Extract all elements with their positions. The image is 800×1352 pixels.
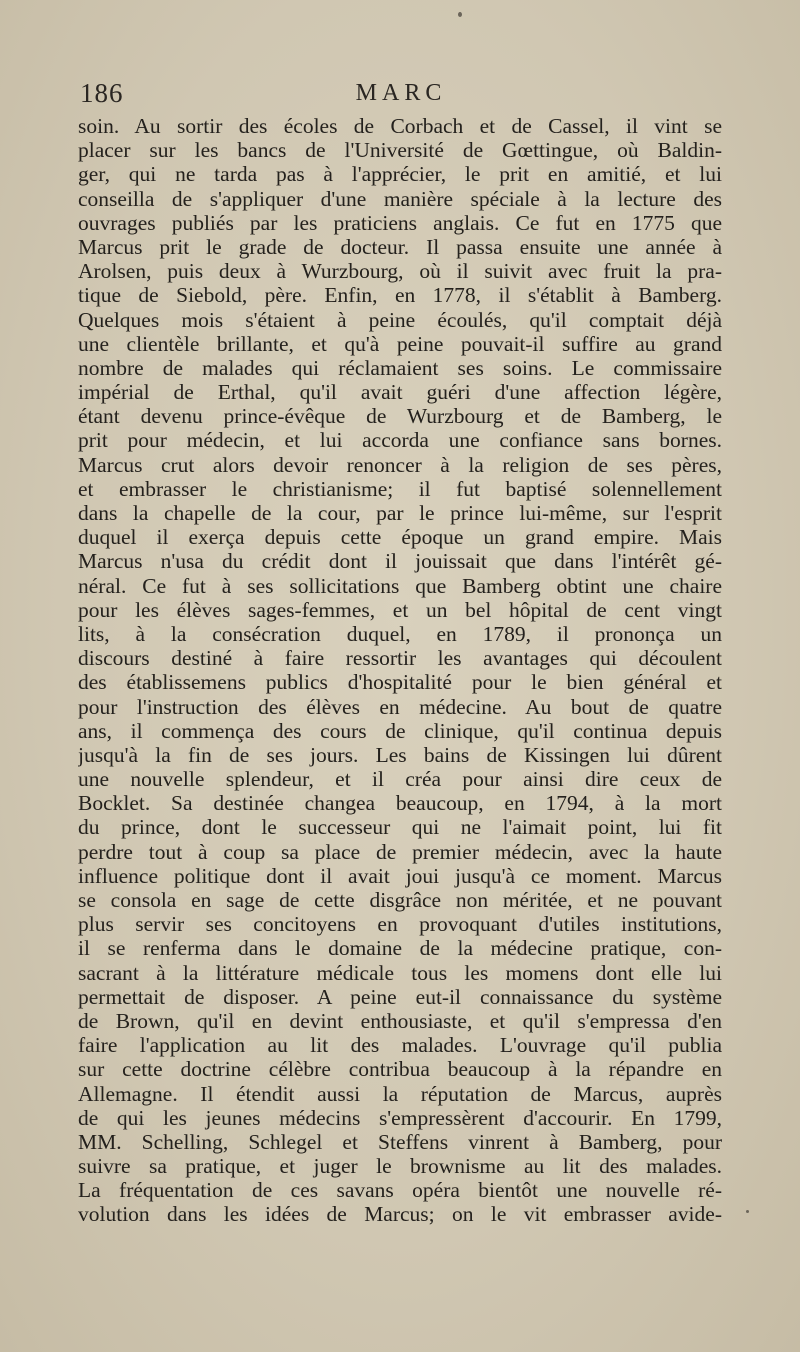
text-line: il se renferma dans le domaine de la médecine pratique, con- [78,936,722,961]
text-line: sacrant à la littérature médicale tous les momens dont elle lui [78,960,722,985]
paper-speck [458,12,462,17]
text-line: plus servir ses concitoyens en provoquant d'utiles institutions, [78,912,722,937]
text-line: de Brown, qu'il en devint enthousiaste, et qu'il s'empressa d'en [78,1008,722,1033]
text-line: conseilla de s'appliquer d'une manière spéciale à la lecture des [78,186,722,211]
text-line: duquel il exerça depuis cette époque un grand empire. Mais [78,525,722,550]
text-line: Marcus prit le grade de docteur. Il passa ensuite une année à [78,234,722,259]
text-line: lits, à la consécration duquel, en 1789, il prononça un [78,621,722,646]
text-line: de qui les jeunes médecins s'empressèrent d'accourir. En 1799, [78,1105,722,1130]
text-line: ger, qui ne tarda pas à l'apprécier, le prit en amitié, et lui [78,162,722,187]
paper-speck [746,1210,749,1213]
text-line: La fréquentation de ces savans opéra bientôt une nouvelle ré- [78,1178,722,1203]
text-line: néral. Ce fut à ses sollicitations que Bamberg obtint une chaire [78,573,722,598]
text-line: étant devenu prince-évêque de Wurzbourg et de Bamberg, le [78,404,722,429]
text-line: ans, il commença des cours de clinique, qu'il continua depuis [78,718,722,743]
text-line: perdre tout à coup sa place de premier médecin, avec la haute [78,839,722,864]
text-line: soin. Au sortir des écoles de Corbach et de Cassel, il vint se [78,114,722,138]
text-line: Quelques mois s'étaient à peine écoulés, qu'il comptait déjà [78,307,722,332]
text-line: et embrasser le christianisme; il fut baptisé solennellement [78,476,722,501]
text-line: placer sur les bancs de l'Université de Gœttingue, où Baldin- [78,138,722,163]
text-line: se consola en sage de cette disgrâce non méritée, et ne pouvant [78,888,722,912]
text-line: Marcus crut alors devoir renoncer à la religion de ses pères, [78,452,722,477]
text-line: pour les élèves sages-femmes, et un bel hôpital de cent vingt [78,597,722,622]
text-line: nombre de malades qui réclamaient ses soins. Le commissaire [78,355,722,380]
text-line: prit pour médecin, et lui accorda une confiance sans bornes. [78,428,722,453]
text-line: impérial de Erthal, qu'il avait guéri d'une affection légère, [78,380,722,405]
text-line: Marcus n'usa du crédit dont il jouissait que dans l'intérêt gé- [78,549,722,574]
text-line: du prince, dont le successeur qui ne l'aimait point, lui fit [78,815,722,840]
text-line: Allemagne. Il étendit aussi la réputation de Marcus, auprès [78,1081,722,1106]
text-line: Bocklet. Sa destinée changea beaucoup, en 1794, à la mort [78,791,722,816]
text-line: Arolsen, puis deux à Wurzbourg, où il suivit avec fruit la pra- [78,259,722,284]
text-line: faire l'application au lit des malades. L'ouvrage qu'il publia [78,1033,722,1058]
text-line: dans la chapelle de la cour, par le prince lui-même, sur l'esprit [78,501,722,525]
body-text [78,114,722,1227]
text-line: discours destiné à faire ressortir les avantages qui découlent [78,646,722,671]
text-line: tique de Siebold, père. Enfin, en 1778, il s'établit à Bamberg. [78,283,722,308]
text-line: jusqu'à la fin de ses jours. Les bains de Kissingen lui dûrent [78,742,722,767]
text-line: MM. Schelling, Schlegel et Steffens vinrent à Bamberg, pour [78,1129,722,1154]
text-line: pour l'instruction des élèves en médecine. Au bout de quatre [78,694,722,719]
running-head: MARC [355,80,447,106]
text-line: sur cette doctrine célèbre contribua beaucoup à la répandre en [78,1057,722,1082]
text-line: volution dans les idées de Marcus; on le vit embrasser avide- [78,1202,722,1227]
text-line: suivre sa pratique, et juger le brownisme au lit des malades. [78,1154,722,1179]
text-line: une nouvelle splendeur, et il créa pour ainsi dire ceux de [78,767,722,792]
page-number: 186 [80,78,124,108]
text-line: permettait de disposer. A peine eut-il connaissance du système [78,984,722,1009]
text-line: une clientèle brillante, et qu'à peine pouvait-il suffire au grand [78,331,722,356]
text-line: influence politique dont il avait joui jusqu'à ce moment. Marcus [78,863,722,888]
text-line: des établissemens publics d'hospitalité pour le bien général et [78,670,722,695]
text-line: ouvrages publiés par les praticiens anglais. Ce fut en 1775 que [78,210,722,235]
page-header [80,78,722,108]
